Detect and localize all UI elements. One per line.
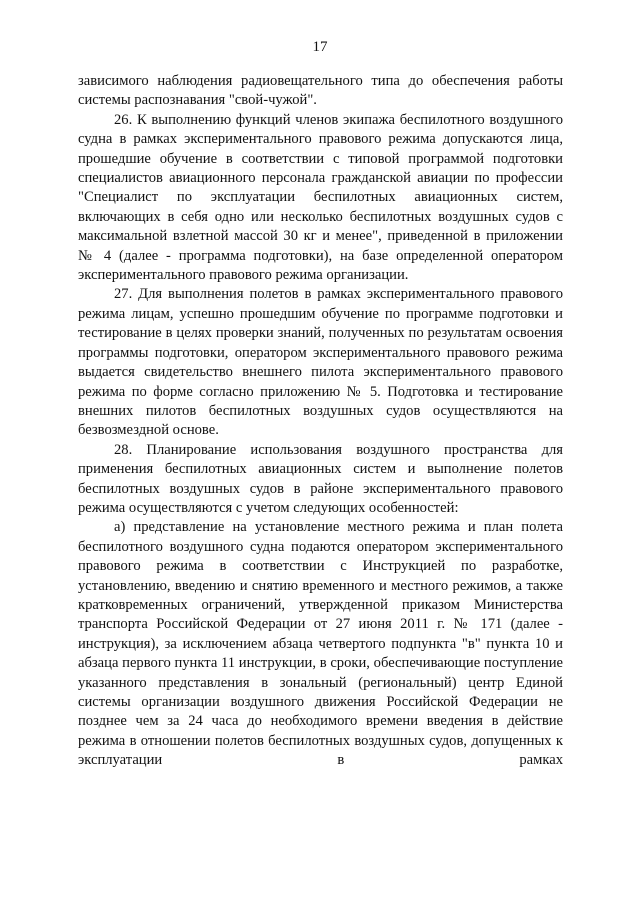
paragraph-item-26: 26. К выполнению функций членов экипажа беспилотного воздушного судна в рамках экспериментального правового режима допускаются лица, прошедшие обучение в соответствии с типовой программой подготовки специалистов авиационного персонала гражданской авиации по профессии "Специалист по эксплуатации беспилотных авиационных систем, включающих в себя одно или несколько беспилотных воздушных судов с максимальной взлетной массой 30 кг и менее", приведенной в приложении № 4 (далее - программа подготовки), на базе определенной оператором экспериментального правового режима организации. [78, 111, 563, 284]
paragraph-item-28: 28. Планирование использования воздушного пространства для применения беспилотных авиационных систем и выполнение полетов беспилотных воздушных судов в районе экспериментального правового режима осуществляются с учетом следующих особенностей: [78, 441, 563, 516]
paragraph-continuation: зависимого наблюдения радиовещательного типа до обеспечения работы системы распознавания "свой-чужой". [78, 73, 563, 109]
paragraph-subitem-a: а) представление на установление местного режима и план полета беспилотного воздушного судна подаются оператором экспериментального правового режима в соответствии с Инструкцией по разработке, установлению, введению и снятию временного и местного режимов, а также кратковременных ограничений, утвержденной приказом Министерства транспорта Российской Федерации от 27 июня 2011 г. № 171 (далее - инструкция), за исключением абзаца четвертого подпункта "в" пункта 10 и абзаца первого пункта 11 инструкции, в сроки, обеспечивающие поступление указанного представления в зональный (региональный) центр Единой системы организации воздушного движения Российской Федерации не позднее чем за 24 часа до необходимого времени введения в действие режима в отношении полетов беспилотных воздушных судов, допущенных к эксплуатации в рамках [78, 519, 563, 769]
page-number: 17 [312, 39, 328, 55]
document-body [78, 72, 563, 771]
paragraph-item-27: 27. Для выполнения полетов в рамках экспериментального правового режима лицам, успешно прошедшим обучение по программе подготовки и тестирование в целях проверки знаний, полученных по результатам освоения программы подготовки, оператором экспериментального правового режима выдается свидетельство внешнего пилота экспериментального правового режима по форме согласно приложению № 5. Подготовка и тестирование внешних пилотов беспилотных воздушных судов осуществляются на безвозмездной основе. [78, 286, 563, 439]
